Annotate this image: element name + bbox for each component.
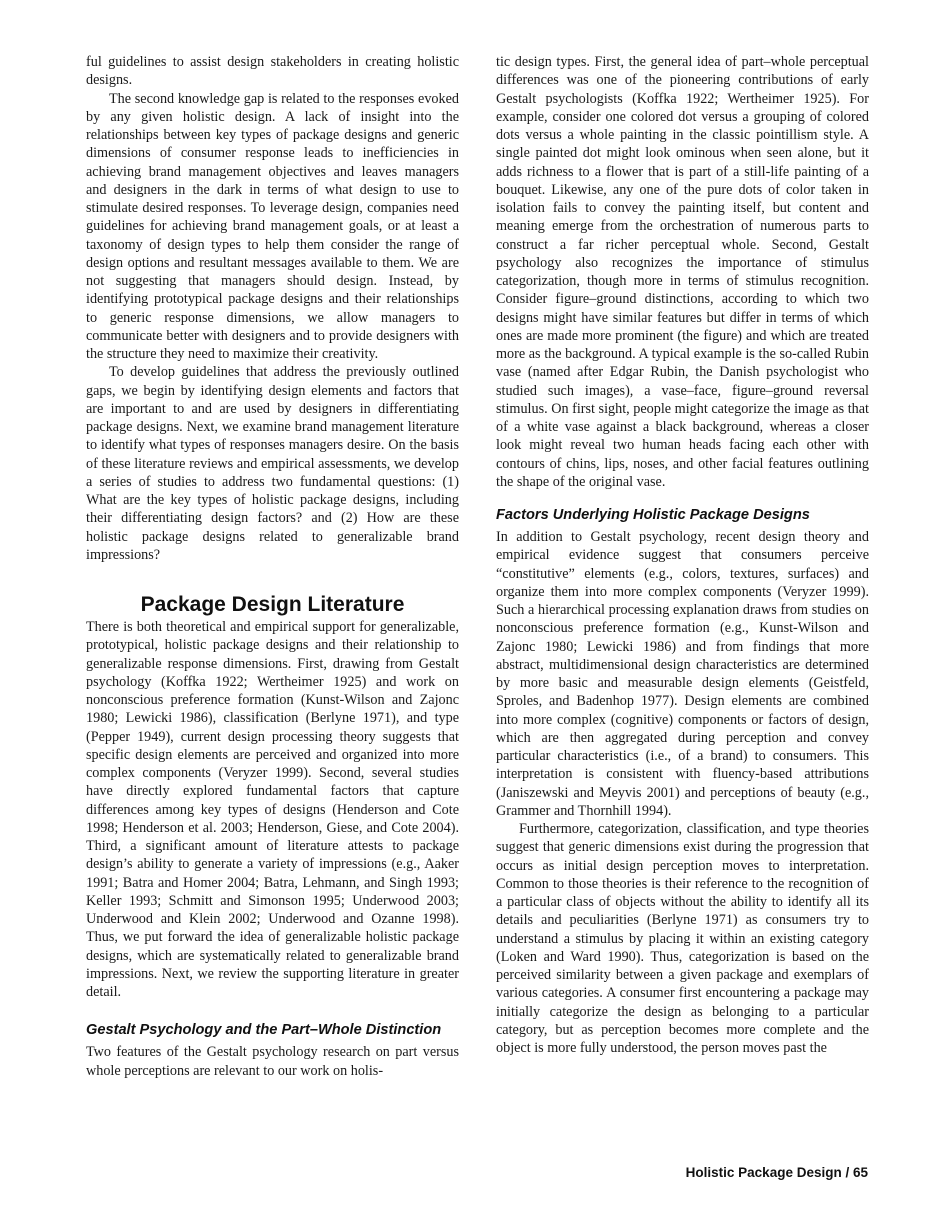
running-footer: Holistic Package Design / 65 [685,1165,868,1180]
paragraph: Two features of the Gestalt psychology research on part versus whole perceptions are relevant to our work on holis- [86,1044,459,1079]
paragraph: Furthermore, categorization, classification, and type theories suggest that generic dimensions exist during the progression that occurs as initial design perception moves to interpretation. Common to those theories is their reference to the recognition of a particular class of objects without the ability to identify all its details and peculiarities (Berlyne 1971) as consumers try to understand a stimulus by placing it within an existing category (Loken and Ward 1990). Thus, categorization is based on the perceived similarity between a given package and exemplars of various categories. A consumer first encountering a package may initially categorize the design as belonging to a particular category, but as perception becomes more complete and the object is more fully understood, the person moves past the [496,821,869,1056]
subsection-heading: Gestalt Psychology and the Part–Whole Distinction [86,1022,442,1039]
right-column [496,53,869,1057]
paragraph: The second knowledge gap is related to the responses evoked by any given holistic design. A lack of insight into the relationships between key types of package designs and generic dimensions of consumer response leads to inefficiencies in achieving brand management objectives and leaves managers and designers in the dark in terms of what design to use to stimulate desired responses. To leverage design, companies need guidelines for achieving brand management goals, or at least a taxonomy of design types to help them consider the range of design options and resultant messages available to them. We are not suggesting that managers should design. Instead, by identifying prototypical package designs and their relationships to generic response dimensions, we allow managers to communicate better with designers and to provide designers with the structure they need to maximize their creativity. [86,90,459,362]
paragraph: There is both theoretical and empirical support for generalizable, prototypical, holistic package designs and their relationship to generalizable response dimensions. First, drawing from Gestalt psychology (Koffka 1922; Wertheimer 1925) and work on nonconscious preference formation (Kunst-Wilson and Zajonc 1980; Lewicki 1986), classification (Berlyne 1971), and type (Pepper 1949), current design processing theory suggests that specific design elements are perceived and organized into more complex components (Veryzer 1999). Second, several studies have directly explored fundamental factors that capture differences among key types of designs (Henderson and Cote 1998; Henderson et al. 2003; Henderson, Giese, and Cote 2004). Third, a significant amount of literature attests to package design’s ability to generate a variety of impressions (e.g., Aaker 1991; Batra and Homer 2004; Batra, Lehmann, and Singh 1993; Keller 1993; Schmitt and Simonson 1995; Underwood 2003; Underwood and Klein 2002; Underwood and Ozanne 1998). Thus, we put forward the idea of generalizable holistic package designs, which are systematically related to generalizable brand impressions. Next, we review the supporting literature in greater detail. [86,619,459,1000]
paragraph: In addition to Gestalt psychology, recent design theory and empirical evidence suggest that consumers perceive “constitutive” elements (e.g., colors, textures, surfaces) and organize them into more complex components (Veryzer 1999). Such a hierarchical processing explanation draws from studies on nonconscious preference formation (e.g., Kunst-Wilson and Zajonc 1980; Lewicki 1986) and from findings that more abstract, multidimensional design characteristics are determined by more basic and measurable design elements (Geistfeld, Sproles, and Badenhop 1977). Design elements are combined into more complex (cognitive) components or factors of design, which are then aggregated during perception and convey particular characteristics (i.e., of a brand) to consumers. This interpretation is consistent with fluency-based attributions (Janiszewski and Meyvis 2001) and perceptions of beauty (e.g., Grammer and Thornhill 1994). [496,529,869,819]
subsection-heading: Factors Underlying Holistic Package Designs [496,507,810,523]
paragraph: ful guidelines to assist design stakeholders in creating holistic designs. [86,54,459,89]
paragraph: tic design types. First, the general idea of part–whole perceptual differences was one of the pioneering contributions of early Gestalt psychologists (Koffka 1922; Wertheimer 1925). For example, consider one colored dot versus a grouping of colored dots versus a whole painting in the classic pointillism style. A single painted dot might look ominous when seen alone, but it adds richness to a flower that is part of a still-life painting of a bouquet. Likewise, any one of the pure dots of color taken in isolation fails to convey the painting itself, but content and meaning emerge from the orchestration of numerous parts to construct a far richer perceptual whole. Second, Gestalt psychology also recognizes the importance of stimulus categorization, though more in terms of stimulus recognition. Consider figure–ground distinctions, according to which two designs might have similar features but differ in terms of which ones are made more prominent (the figure) and which are treated more as the background. A typical example is the so-called Rubin vase (named after Edgar Rubin, the Danish psychologist who studied such images), a vase–face, figure–ground reversal stimulus. On first sight, people might categorize the image as that of a white vase against a black background, whereas a closer look might reveal two human heads facing each other with contours of chins, lips, noses, and other facial features outlining the shape of the original vase. [496,54,869,490]
paragraph: To develop guidelines that address the previously outlined gaps, we begin by identifying design elements and factors that are important to and are used by designers in differentiating package designs. Next, we examine brand management literature to identify what types of responses managers desire. On the basis of these literature reviews and empirical assessments, we develop a series of studies to address two fundamental questions: (1) What are the key types of holistic package designs, including their differentiating design factors? and (2) How are these holistic package designs related to generalizable brand impressions? [86,364,459,563]
left-column [86,53,459,1080]
section-heading: Package Design Literature [140,593,405,616]
